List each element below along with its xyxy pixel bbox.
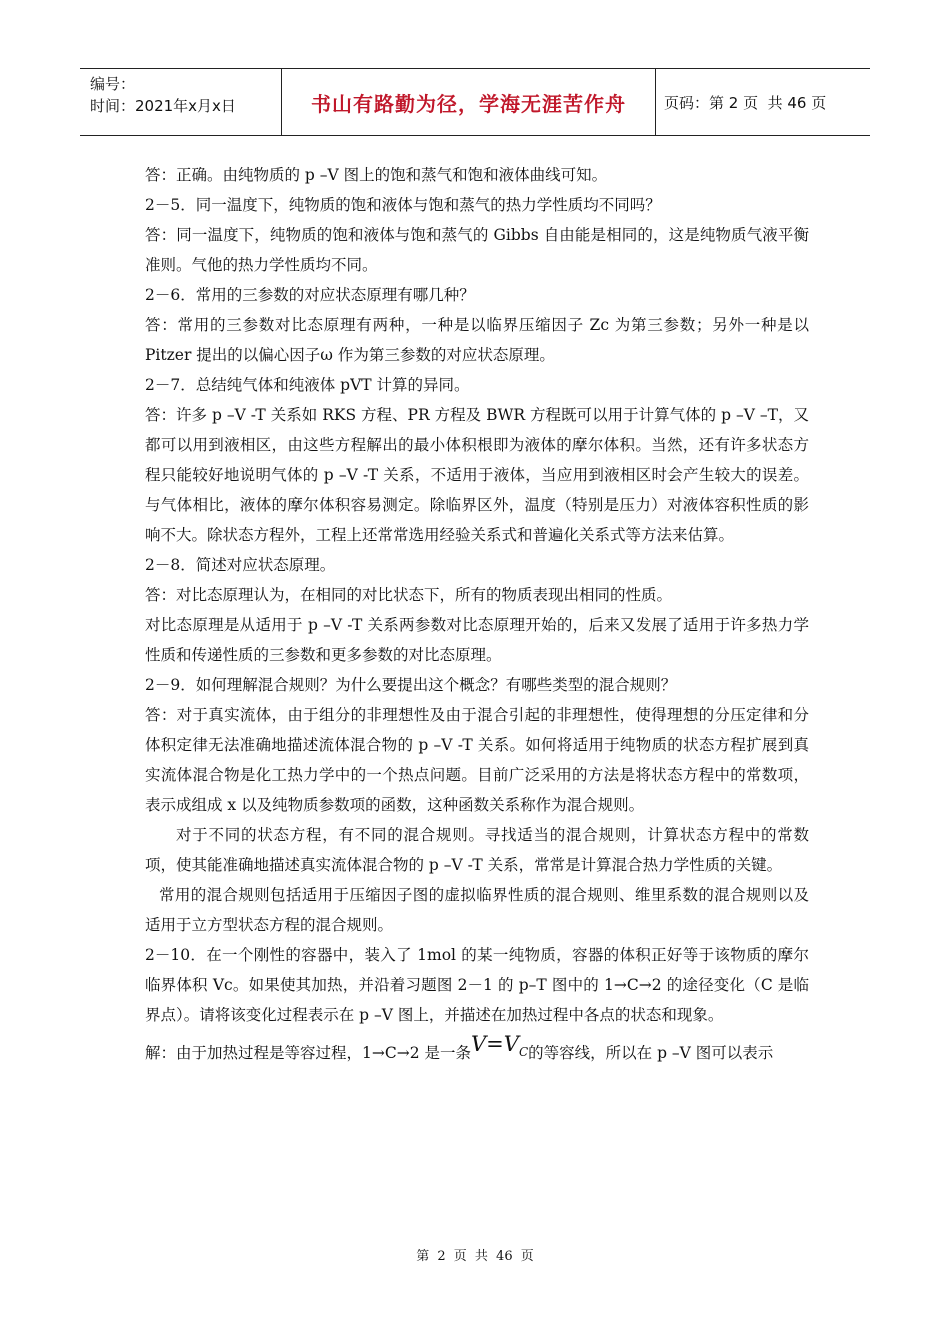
header-meta-cell: [80, 69, 282, 135]
paragraph: 对比态原理是从适用于 p –V -T 关系两参数对比态原理开始的，后来又发展了适用于许多热力学性质和传递性质的三参数和更多参数的对比态原理。: [145, 616, 809, 664]
paragraph: 答：正确。由纯物质的 p –V 图上的饱和蒸气和饱和液体曲线可知。: [145, 166, 608, 184]
question-heading: 2－7．总结纯气体和纯液体 pVT 计算的异同。: [145, 376, 470, 394]
equation-v-equals-vc: [471, 1032, 529, 1060]
question-heading: 2－5．同一温度下，纯物质的饱和液体与饱和蒸气的热力学性质均不同吗？: [145, 196, 661, 214]
eq-vc: V: [503, 1032, 519, 1056]
solution-text-after: 的等容线，所以在 p –V 图可以表示: [528, 1044, 774, 1062]
solution-text-before: 解：由于加热过程是等容过程，1→C→2 是一条: [145, 1044, 471, 1062]
paragraph: 答：同一温度下，纯物质的饱和液体与饱和蒸气的 Gibbs 自由能是相同的，这是纯物质气液平衡准则。气他的热力学性质均不同。: [145, 226, 809, 274]
paragraph: 答：对于真实流体，由于组分的非理想性及由于混合引起的非理想性，使得理想的分压定律和分体积定律无法准确地描述流体混合物的 p –V -T 关系。如何将适用于纯物质的状态方程扩展到真实流体混合物是化工热力学中的一个热点问题。目前广泛采用的方法是将状态方程中的常数项，表示成组成 x 以及纯物质参数项的函数，这种函数关系称作为混合规则。: [145, 706, 809, 814]
eq-subscript: C: [518, 1045, 529, 1060]
header-page-cell: [656, 69, 870, 135]
header-time-label: 时间：2021年x月x日: [90, 97, 236, 115]
document-body: [145, 160, 809, 1074]
question-heading: 2－8．简述对应状态原理。: [145, 556, 336, 574]
paragraph: 对于不同的状态方程，有不同的混合规则。寻找适当的混合规则，计算状态方程中的常数项，使其能准确地描述真实流体混合物的 p –V -T 关系，常常是计算混合热力学性质的关键。: [145, 826, 809, 874]
page-footer: 第 2 页 共 46 页: [416, 1249, 534, 1264]
eq-equals: =: [486, 1032, 504, 1056]
paragraph: 答：对比态原理认为，在相同的对比状态下，所有的物质表现出相同的性质。: [145, 586, 673, 604]
paragraph: 答：许多 p –V -T 关系如 RKS 方程、PR 方程及 BWR 方程既可以用于计算气体的 p –V –T，又都可以用到液相区，由这些方程解出的最小体积根即为液体的摩尔体积。当然，还有许多状态方程只能较好地说明气体的 p –V -T 关系，不适用于液体，当应用到液相区时会产生较大的误差。与气体相比，液体的摩尔体积容易测定。除临界区外，温度（特别是压力）对液体容积性质的影响不大。除状态方程外，工程上还常常选用经验关系式和普遍化关系式等方法来估算。: [145, 406, 809, 544]
eq-v: V: [471, 1032, 487, 1056]
paragraph: 答：常用的三参数对比态原理有两种，一种是以临界压缩因子 Zc 为第三参数；另外一种是以 Pitzer 提出的以偏心因子ω 作为第三参数的对应状态原理。: [145, 316, 809, 364]
paragraph: 常用的混合规则包括适用于压缩因子图的虚拟临界性质的混合规则、维里系数的混合规则以及适用于立方型状态方程的混合规则。: [145, 886, 809, 934]
header-motto: 书山有路勤为径，学海无涯苦作舟: [282, 69, 656, 135]
question-heading: 2－9．如何理解混合规则？为什么要提出这个概念？有哪些类型的混合规则？: [145, 676, 677, 694]
solution-line: [145, 1032, 809, 1074]
question-heading: 2－10．在一个刚性的容器中，装入了 1mol 的某一纯物质，容器的体积正好等于该物质的摩尔临界体积 Vc。如果使其加热，并沿着习题图 2－1 的 p–T 图中的 1→C→2 的途径变化（C 是临界点）。请将该变化过程表示在 p –V 图上，并描述在加热过程中各点的状态和现象。: [145, 946, 809, 1024]
question-heading: 2－6．常用的三参数的对应状态原理有哪几种？: [145, 286, 475, 304]
header-page-info: 页码：第 2 页 共 46 页: [664, 93, 827, 112]
page-header: [80, 68, 870, 136]
header-number-label: 编号：: [90, 75, 136, 93]
